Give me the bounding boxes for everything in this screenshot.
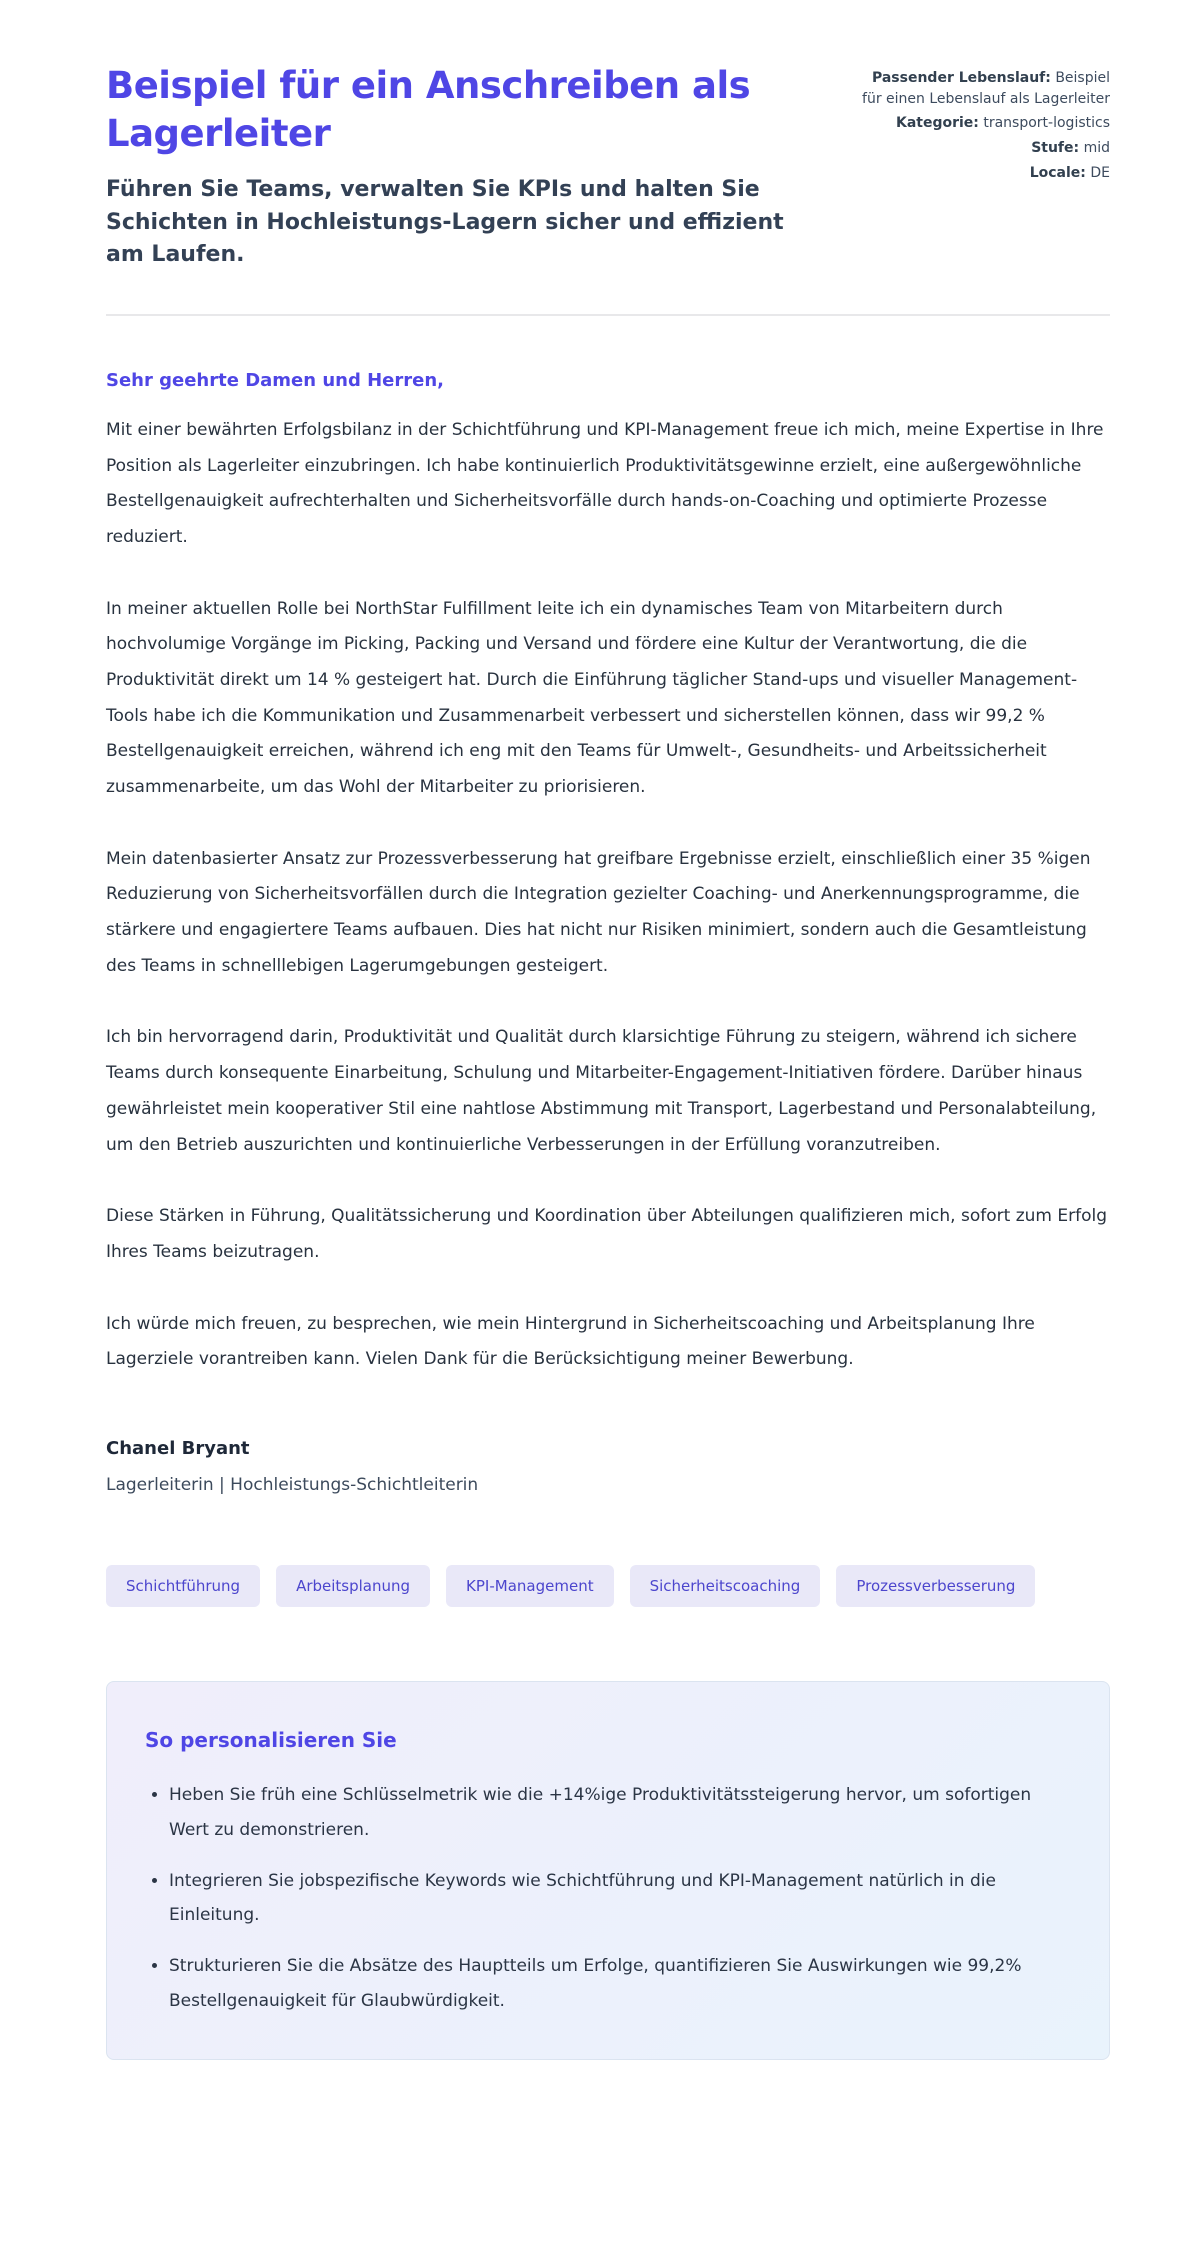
skill-tag: Prozessverbesserung	[836, 1565, 1035, 1607]
letter-paragraph: In meiner aktuellen Rolle bei NorthStar Fulfillment leite ich ein dynamisches Team von Mitarbeitern durch hochvolumige Vorgänge im Picking, Packing und Versand und fördere eine Kultur der Verantwortung, die die Produktivität direkt um 14 % gesteigert hat. Durch die Einführung täglicher Stand-ups und visueller Management-Tools habe ich die Kommunikation und Zusammenarbeit verbessert und sicherstellen können, dass wir 99,2 % Bestellgenauigkeit erreichen, während ich eng mit den Teams für Umwelt-, Gesundheits- und Arbeitssicherheit zusammenarbeite, um das Wohl der Mitarbeiter zu priorisieren.	[106, 598, 1078, 798]
meta-label: Stufe:	[1031, 140, 1080, 157]
letter-paragraph: Ich würde mich freuen, zu besprechen, wie mein Hintergrund in Sicherheitscoaching und Arbeitsplanung Ihre Lagerziele vorantreiben kann. Vielen Dank für die Berücksichtigung meiner Bewerbung.	[106, 1313, 1035, 1370]
skill-tag: Arbeitsplanung	[276, 1565, 430, 1607]
skill-tag: Sicherheitscoaching	[630, 1565, 821, 1607]
meta-row-matching-resume	[855, 68, 1110, 109]
tips-item: • Integrieren Sie jobspezifische Keywords wie Schichtführung und KPI-Management natürlich in die Einleitung.	[169, 1864, 1071, 1934]
letter-paragraph: Diese Stärken in Führung, Qualitätssicherung und Koordination über Abteilungen qualifizieren mich, sofort zum Erfolg Ihres Teams beizutragen.	[106, 1206, 1107, 1262]
letter-body	[106, 316, 1110, 1495]
meta-value: DE	[1090, 164, 1110, 181]
letter-paragraph: Ich bin hervorragend darin, Produktivität und Qualität durch klarsichtige Führung zu steigern, während ich sichere Teams durch konsequente Einarbeitung, Schulung und Mitarbeiter-Engagement-Initiativen fördere. Darüber hinaus gewährleistet mein kooperativer Stil eine nahtlose Abstimmung mit Transport, Lagerbestand und Personalabteilung, um den Betrieb auszurichten und kontinuierliche Verbesserungen in der Erfüllung voranzutreiben.	[106, 1027, 1097, 1155]
page-header	[106, 62, 1110, 272]
tips-item: • Heben Sie früh eine Schlüsselmetrik wie die +14%ige Produktivitätssteigerung hervor, um sofortigen Wert zu demonstrieren.	[169, 1778, 1071, 1848]
meta-value: transport-logistics	[983, 115, 1110, 132]
tips-title: So personalisieren Sie	[145, 1727, 397, 1752]
meta-row-locale	[855, 163, 1110, 184]
meta-label: Passender Lebenslauf:	[871, 70, 1051, 86]
skill-tag: Schichtführung	[106, 1565, 260, 1607]
header-title-block	[106, 62, 811, 272]
meta-row-level	[855, 138, 1110, 159]
letter-paragraph: Mit einer bewährten Erfolgsbilanz in der Schichtführung und KPI-Management freue ich mich, meine Expertise in Ihre Position als Lagerleiter einzubringen. Ich habe kontinuierlich Produktivitätsgewinne erzielt, eine außergewöhnliche Bestellgenauigkeit aufrechterhalten und Sicherheitsvorfälle durch hands-on-Coaching und optimierte Prozesse reduziert.	[106, 419, 1104, 547]
cover-letter-page	[106, 0, 1110, 2140]
meta-label: Kategorie:	[895, 115, 979, 132]
page-subtitle: Führen Sie Teams, verwalten Sie KPIs und halten Sie Schichten in Hochleistungs-Lagern sicher und effizient am Laufen.	[106, 177, 784, 268]
greeting: Sehr geehrte Damen und Herren,	[106, 369, 445, 391]
tips-list	[145, 1778, 1071, 2019]
signature-name: Chanel Bryant	[106, 1437, 250, 1459]
tips-item: • Strukturieren Sie die Absätze des Hauptteils um Erfolge, quantifizieren Sie Auswirkungen wie 99,2% Bestellgenauigkeit für Glaubwürdigkeit.	[169, 1949, 1071, 2019]
skill-tag: KPI-Management	[446, 1565, 614, 1607]
meta-label: Locale:	[1029, 164, 1086, 181]
skill-tags	[106, 1565, 1110, 1607]
letter-paragraph: Mein datenbasierter Ansatz zur Prozessverbesserung hat greifbare Ergebnisse erzielt, einschließlich einer 35 %igen Reduzierung von Sicherheitsvorfällen durch die Integration gezielter Coaching- und Anerkennungsprogramme, die stärkere und engagiertere Teams aufbauen. Dies hat nicht nur Risiken minimiert, sondern auch die Gesamtleistung des Teams in schnelllebigen Lagerumgebungen gesteigert.	[106, 848, 1091, 976]
page-title: Beispiel für ein Anschreiben als Lagerleiter	[106, 64, 751, 156]
signature-role: Lagerleiterin | Hochleistungs-Schichtleiterin	[106, 1474, 479, 1495]
meta-value: Beispiel für einen Lebenslauf als Lagerleiter	[862, 70, 1110, 107]
meta-row-category	[855, 113, 1110, 134]
personalization-tips-box	[106, 1681, 1110, 2060]
meta-panel	[855, 62, 1110, 188]
meta-value: mid	[1083, 140, 1110, 157]
